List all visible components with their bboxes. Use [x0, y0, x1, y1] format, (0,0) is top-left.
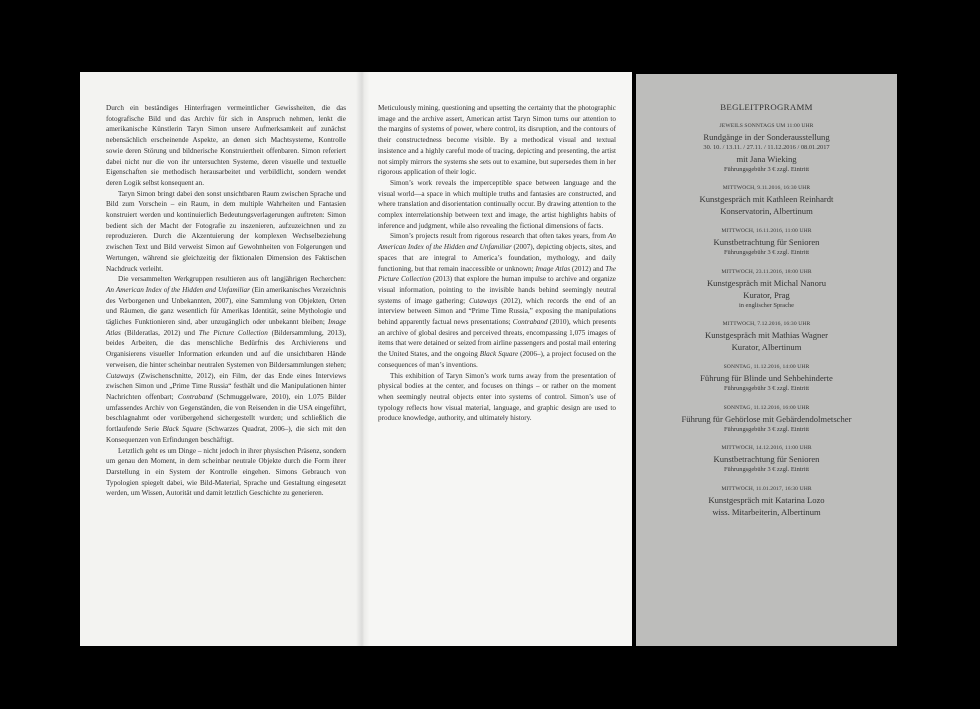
- program-event: [636, 485, 897, 518]
- event-date: MITTWOCH, 11.01.2017, 16:30 UHR: [721, 485, 812, 492]
- text-run: Letztlich geht es um Dinge – nicht jedoch in ihrer physischen Präsenz, sondern um genau den Moment, in dem scheinbar neutrale Objekte durch die Form ihrer Darstellung in ein System der Kontrolle eingehen. Simons Gebrauch von Typologien spiegelt dabei, wie Bild-Material, Sprache und Gestaltung eingesetzt werden, um Wissen, Autorität und damit letztlich Geschichte zu generieren.: [106, 446, 346, 498]
- text-run: (Zwischenschnitte, 2012), ein Film, der das Ende eines Interviews zwischen Simon und „Prime Time Russia“ festhält und die Manipulationen hinter Nachrichten offenbart;: [106, 371, 346, 401]
- program-event: [636, 268, 897, 311]
- program-title: BEGLEITPROGRAMM: [720, 102, 813, 112]
- event-note: 30. 10. / 13.11. / 27.11. / 11.12.2016 / 08.01.2017: [703, 144, 830, 151]
- text-run: (Schmuggelware, 2010), ein 1.075 Bilder umfassendes Archiv von Gegenständen, die von Reisenden in die USA eingeführt, beschlagnahmt oder vorübergehend sichergestellt wurden; und schließlich die fortlaufende Serie: [106, 392, 347, 434]
- program-event: [636, 363, 897, 394]
- text-run: (2012) and: [570, 264, 606, 273]
- event-date: MITTWOCH, 16.11.2016, 11:00 UHR: [721, 228, 812, 234]
- left_page-paragraph: [106, 103, 346, 189]
- event-title: Kunstgespräch mit Katarina Lozo: [708, 494, 825, 505]
- text-run: This exhibition of Taryn Simon’s work turns away from the presentation of physical bodies at the center, and focuses on things – or rather on the moment when seemingly neutral objects enter into systems of control. Simon’s use of typology reflects how visual material, language, and graphic design are used to produce knowledge, authority, and ultimately history.: [378, 371, 616, 423]
- event-note: Führungsgebühr 3 € zzgl. Eintritt: [723, 466, 810, 473]
- work-title: An American Index of the Hidden and Unfamiliar: [378, 232, 616, 252]
- work-title: Black Square: [479, 350, 519, 359]
- program-event: [636, 404, 897, 435]
- text-run: (Schwarzes Quadrat, 2006–), die sich mit den Konsequenzen von Erfindungen beschäftigt.: [106, 425, 346, 444]
- work-title: Image Atlas: [535, 264, 571, 273]
- text-run: (2010), which presents an archive of global desires and perceived threats, encompassing 1,075 images of items that were detained or seized from airline passengers and postal mail entering the United States, and the ongoing: [378, 318, 617, 359]
- text-run: (Bilderatlas, 2012) und: [120, 328, 199, 337]
- text-run: Taryn Simon bringt dabei den sonst unsichtbaren Raum zwischen Sprache und Bild zum Vorschein – ein Raum, in dem multiple Wahrheiten und Fantasien konstruiert werden und kontinuierlich Bedeutungsverlagerungen auftreten: Simon bedient sich der Macht der Fotografie zu inszenieren, aufzuzeichnen und zu reproduzieren. Durch die Akzentuierung der komplexen Wechselbeziehung zwischen Text und Bild verweist Simon auf Gewohnheiten von Folgerungen und Wertungen, während sie gleichzeitig der fiktionalen Dimension des Faktischen Nachdruck verleiht.: [106, 189, 346, 273]
- work-title: The Picture Collection: [378, 264, 617, 284]
- event-title: wiss. Mitarbeiterin, Albertinum: [712, 506, 821, 517]
- event-note: Führungsgebühr 3 € zzgl. Eintritt: [723, 425, 810, 433]
- event-title: Kurator, Albertinum: [731, 342, 802, 352]
- event-title: Kunstgespräch mit Mathias Wagner: [704, 330, 828, 340]
- event-date: MITTWOCH, 7.12.2016, 16:30 UHR: [722, 321, 811, 327]
- work-title: Black Square: [162, 425, 203, 434]
- text-run: (2006–), a project focused on the consequences of man’s inventions.: [378, 350, 616, 369]
- event-title: Konservatorin, Albertinum: [720, 206, 813, 216]
- event-title: Rundgänge in der Sonderausstellung: [703, 132, 830, 142]
- work-title: An American Index of the Hidden and Unfamiliar: [106, 285, 250, 294]
- left-page: [80, 72, 362, 646]
- program-event: [636, 122, 897, 174]
- event-date: MITTWOCH, 14.12.2016, 11:00 UHR: [721, 445, 812, 451]
- left_page-paragraph: [106, 446, 346, 500]
- middle_page-paragraph: [378, 371, 616, 425]
- program-event: [636, 444, 897, 475]
- middle-page: [362, 72, 632, 646]
- event-note: Führungsgebühr 3 € zzgl. Eintritt: [723, 165, 810, 173]
- text-run: Meticulously mining, questioning and upsetting the certainty that the photographic image and the archive assert, American artist Taryn Simon turns our attention to the margins of systems of power, where control, its disruption, and the contours of their constructedness become visible. By a methodical visual and textual insistence and a highly careful mode of tracing, depicting and presenting, the artist not simply mirrors the systems she sets out to examine, but supersedes them in her rigorous application of their logic.: [378, 104, 616, 177]
- text-run: (Bildersammlung, 2013), beides Arbeiten, die das menschliche Bedürfnis des Archivierens und Organisierens visueller Information erkunden und auf die unsichtbaren Hände verweisen, die hinter scheinbar neutralen Systemen von Bildersammlungen stehen;: [106, 328, 346, 369]
- event-date: MITTWOCH, 9.11.2016, 16:30 UHR: [722, 185, 811, 191]
- center-fold-shadow: [356, 72, 370, 646]
- text-run: (2007), depicting objects, sites, and spaces that are integral to America’s foundation, mythology, and daily functioning, but that remain inaccessible or unknown;: [378, 243, 616, 273]
- event-title: mit Jana Wieking: [736, 153, 797, 164]
- left_page-paragraph: [106, 189, 346, 275]
- text-run: Simon’s projects result from rigorous research that often takes years, from: [390, 232, 609, 241]
- middle_page-paragraph: [378, 178, 616, 232]
- program-event: [636, 184, 897, 217]
- text-run: Simon’s work reveals the imperceptible space between language and the visual world—a space in which multiple truths and fantasies are constructed, and where translation and disorientation continually occur. By drawing attention to the complex interrelationship between text and image, the artist highlights habits of inference and judgment, while also revealing the fictional dimensions of facts.: [378, 178, 616, 230]
- left_page-paragraph: [106, 274, 346, 445]
- event-title: Kunstgespräch mit Kathleen Reinhardt: [699, 194, 834, 204]
- event-title: Führung für Blinde und Sehbehinderte: [700, 373, 833, 383]
- german-text-column: [106, 103, 346, 499]
- work-title: Cutaways: [468, 296, 498, 305]
- program-events: [636, 122, 897, 518]
- event-title: Kunstbetrachtung für Senioren: [713, 237, 820, 247]
- event-note: Führungsgebühr 3 € zzgl. Eintritt: [723, 249, 810, 256]
- work-title: Image Atlas: [106, 318, 346, 337]
- text-run: (Ein amerikanisches Verzeichnis des Verborgenen und Unbekannten, 2007), eine Sammlung von Objekten, Orten und Räumen, die ganz wesentlich für Amerikas Identität, seine Mythologie und tägliches Funktionieren sind, aber unzugänglich oder unbekannt bleiben;: [106, 285, 346, 327]
- work-title: Contraband: [512, 318, 548, 327]
- program-insert-page: [636, 74, 897, 646]
- middle_page-paragraph: [378, 231, 616, 370]
- middle_page-paragraph: [378, 103, 616, 178]
- text-run: Die versammelten Werkgruppen resultieren aus oft langjährigen Recherchen:: [118, 275, 346, 284]
- text-run: Durch ein beständiges Hinterfragen vermeintlicher Gewissheiten, die das fotografische Bild und das Archiv für sich in Anspruch nehmen, lenkt die amerikanische Künstlerin Taryn Simon unsere Aufmerksamkeit auf zunächst nebensächlich erscheinende Aspekte, an denen sich Machtsysteme, Kontrolle sowie deren Störung und bildnerische Konstruiertheit offenbaren. Simon referiert dabei nicht nur die von ihr untersuchten Systeme, deren visuelle und textuelle Eigenschaften sie methodisch herausarbeitet und verbildlicht, sondern wendet deren Logik selbst konsequent an.: [106, 104, 346, 187]
- event-title: Führung für Gehörlose mit Gebärdendolmetscher: [681, 413, 852, 424]
- event-title: Kurator, Prag: [743, 289, 790, 300]
- event-date: SONNTAG, 11.12.2016, 14:00 UHR: [723, 364, 810, 370]
- program-event: [636, 320, 897, 353]
- work-title: Cutaways: [106, 371, 135, 380]
- event-date: MITTWOCH, 23.11.2016, 18:00 UHR: [721, 268, 812, 275]
- text-run: (2013) that explore the human impulse to archive and organize visual information, pointing to the invisible hands behind seemingly neutral systems of image gathering;: [378, 275, 616, 305]
- work-title: The Picture Collection: [198, 328, 268, 337]
- program-list: [636, 102, 897, 528]
- english-text-column: [378, 103, 616, 424]
- work-title: Contraband: [177, 392, 213, 401]
- text-run: (2012), which records the end of an interview between Simon and “Prime Time Russia,” exposing the manipulations behind apparently factual news presentations;: [378, 296, 616, 327]
- event-note: in englischer Sprache: [738, 301, 794, 309]
- event-title: Kunstbetrachtung für Senioren: [713, 454, 820, 464]
- event-note: Führungsgebühr 3 € zzgl. Eintritt: [723, 385, 810, 392]
- event-date: JEWEILS SONNTAGS UM 11:00 UHR: [719, 123, 814, 129]
- program-event: [636, 227, 897, 258]
- event-date: SONNTAG, 11.12.2016, 16:00 UHR: [723, 404, 810, 411]
- event-title: Kunstgespräch mit Michal Nanoru: [706, 277, 827, 288]
